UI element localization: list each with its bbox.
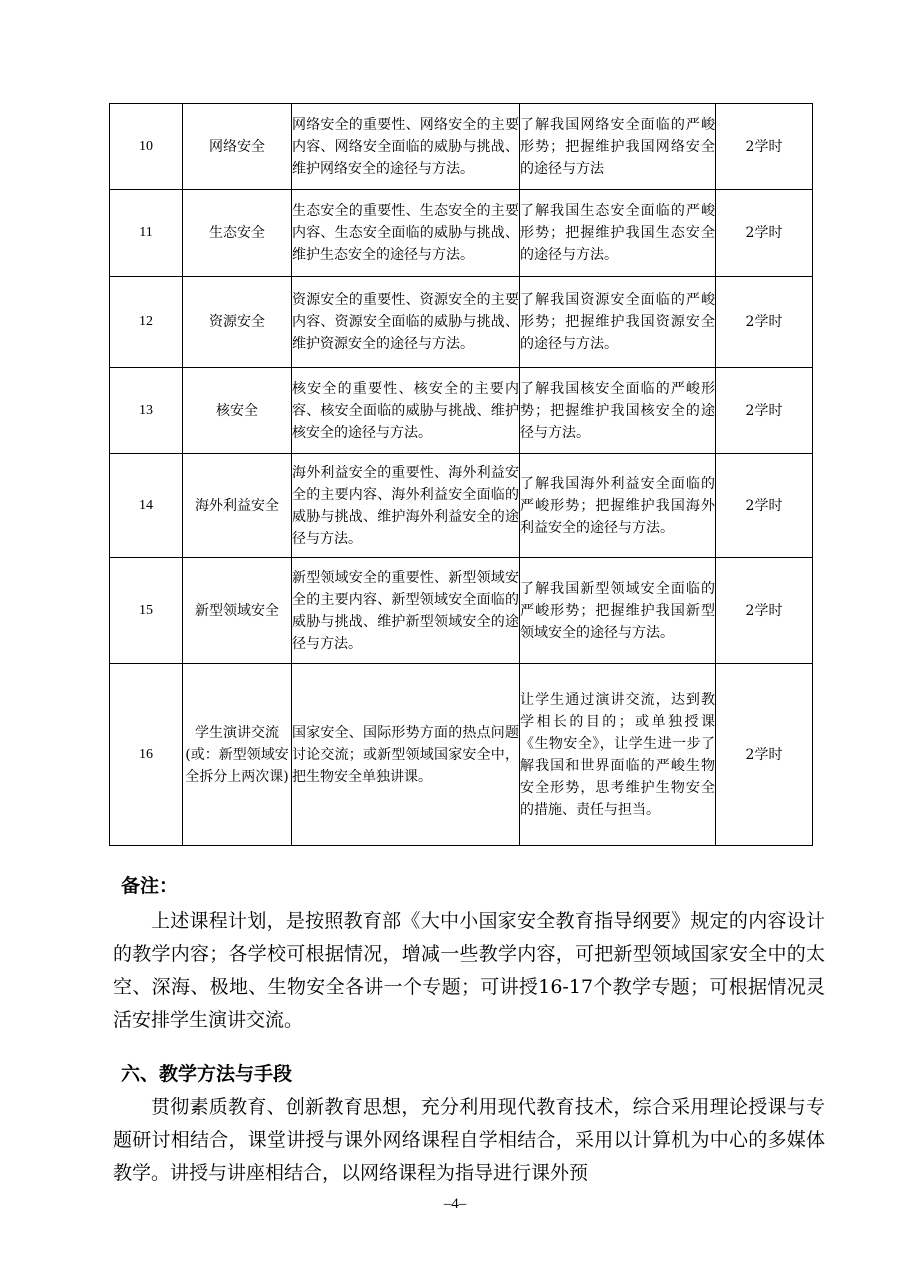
lesson-goal: 了解我国网络安全面临的严峻形势；把握维护我国网络安全的途径与方法 bbox=[520, 104, 716, 190]
lesson-content: 网络安全的重要性、网络安全的主要内容、网络安全面临的威胁与挑战、维护网络安全的途径与方法。 bbox=[292, 104, 520, 190]
remark-heading: 备注： bbox=[121, 875, 179, 897]
lesson-hours: 2学时 bbox=[716, 190, 813, 277]
lesson-goal: 让学生通过演讲交流，达到教学相长的目的；或单独授课《生物安全》，让学生进一步了解我国和世界面临的严峻生物安全形势，思考维护生物安全的措施、责任与担当。 bbox=[520, 664, 716, 846]
remark-paragraph: 上述课程计划，是按照教育部《大中小国家安全教育指导纲要》规定的内容设计的教学内容；各学校可根据情况，增减一些教学内容，可把新型领域国家安全中的太空、深海、极地、生物安全各讲一个专题；可讲授16-17个教学专题；可根据情况灵活安排学生演讲交流。 bbox=[113, 910, 825, 1031]
lesson-content: 新型领域安全的重要性、新型领域安全的主要内容、新型领域安全面临的威胁与挑战、维护新型领域安全的途径与方法。 bbox=[292, 558, 520, 664]
table-row bbox=[110, 558, 813, 664]
lesson-hours: 2学时 bbox=[716, 558, 813, 664]
lesson-topic: 海外利益安全 bbox=[183, 454, 292, 558]
lesson-hours: 2学时 bbox=[716, 664, 813, 846]
lesson-hours: 2学时 bbox=[716, 368, 813, 454]
table-row bbox=[110, 277, 813, 368]
lesson-content: 海外利益安全的重要性、海外利益安全的主要内容、海外利益安全面临的威胁与挑战、维护海外利益安全的途径与方法。 bbox=[292, 454, 520, 558]
lesson-goal: 了解我国资源安全面临的严峻形势；把握维护我国资源安全的途径与方法。 bbox=[520, 277, 716, 368]
lesson-hours: 2学时 bbox=[716, 277, 813, 368]
lesson-goal: 了解我国生态安全面临的严峻形势；把握维护我国生态安全的途径与方法。 bbox=[520, 190, 716, 277]
table-row bbox=[110, 104, 813, 190]
lesson-topic: 核安全 bbox=[183, 368, 292, 454]
lesson-content: 国家安全、国际形势方面的热点问题讨论交流；或新型领域国家安全中，把生物安全单独讲课。 bbox=[292, 664, 520, 846]
lesson-number: 16 bbox=[110, 664, 183, 846]
lesson-hours: 2学时 bbox=[716, 104, 813, 190]
lesson-content: 资源安全的重要性、资源安全的主要内容、资源安全面临的威胁与挑战、维护资源安全的途径与方法。 bbox=[292, 277, 520, 368]
lesson-topic: 学生演讲交流(或：新型领域安全拆分上两次课) bbox=[183, 664, 292, 846]
section-heading: 六、教学方法与手段 bbox=[121, 1063, 293, 1085]
course-schedule-table bbox=[109, 103, 813, 846]
table-row bbox=[110, 368, 813, 454]
lesson-topic: 资源安全 bbox=[183, 277, 292, 368]
table-row bbox=[110, 664, 813, 846]
lesson-number: 14 bbox=[110, 454, 183, 558]
lesson-content: 核安全的重要性、核安全的主要内容、核安全面临的威胁与挑战、维护核安全的途径与方法。 bbox=[292, 368, 520, 454]
lesson-content: 生态安全的重要性、生态安全的主要内容、生态安全面临的威胁与挑战、维护生态安全的途径与方法。 bbox=[292, 190, 520, 277]
lesson-number: 12 bbox=[110, 277, 183, 368]
table-row bbox=[110, 190, 813, 277]
table-row bbox=[110, 454, 813, 558]
lesson-topic: 生态安全 bbox=[183, 190, 292, 277]
lesson-number: 15 bbox=[110, 558, 183, 664]
lesson-hours: 2学时 bbox=[716, 454, 813, 558]
lesson-goal: 了解我国海外利益安全面临的严峻形势；把握维护我国海外利益安全的途径与方法。 bbox=[520, 454, 716, 558]
lesson-number: 13 bbox=[110, 368, 183, 454]
lesson-number: 10 bbox=[110, 104, 183, 190]
lesson-number: 11 bbox=[110, 190, 183, 277]
page-number: –4– bbox=[443, 1196, 467, 1212]
section-paragraph: 贯彻素质教育、创新教育思想，充分利用现代教育技术，综合采用理论授课与专题研讨相结合，课堂讲授与课外网络课程自学相结合，采用以计算机为中心的多媒体教学。讲授与讲座相结合，以网络课程为指导进行课外预 bbox=[113, 1096, 825, 1184]
lesson-goal: 了解我国核安全面临的严峻形势；把握维护我国核安全的途径与方法。 bbox=[520, 368, 716, 454]
lesson-topic: 新型领域安全 bbox=[183, 558, 292, 664]
lesson-topic: 网络安全 bbox=[183, 104, 292, 190]
lesson-goal: 了解我国新型领域安全面临的严峻形势；把握维护我国新型领域安全的途径与方法。 bbox=[520, 558, 716, 664]
